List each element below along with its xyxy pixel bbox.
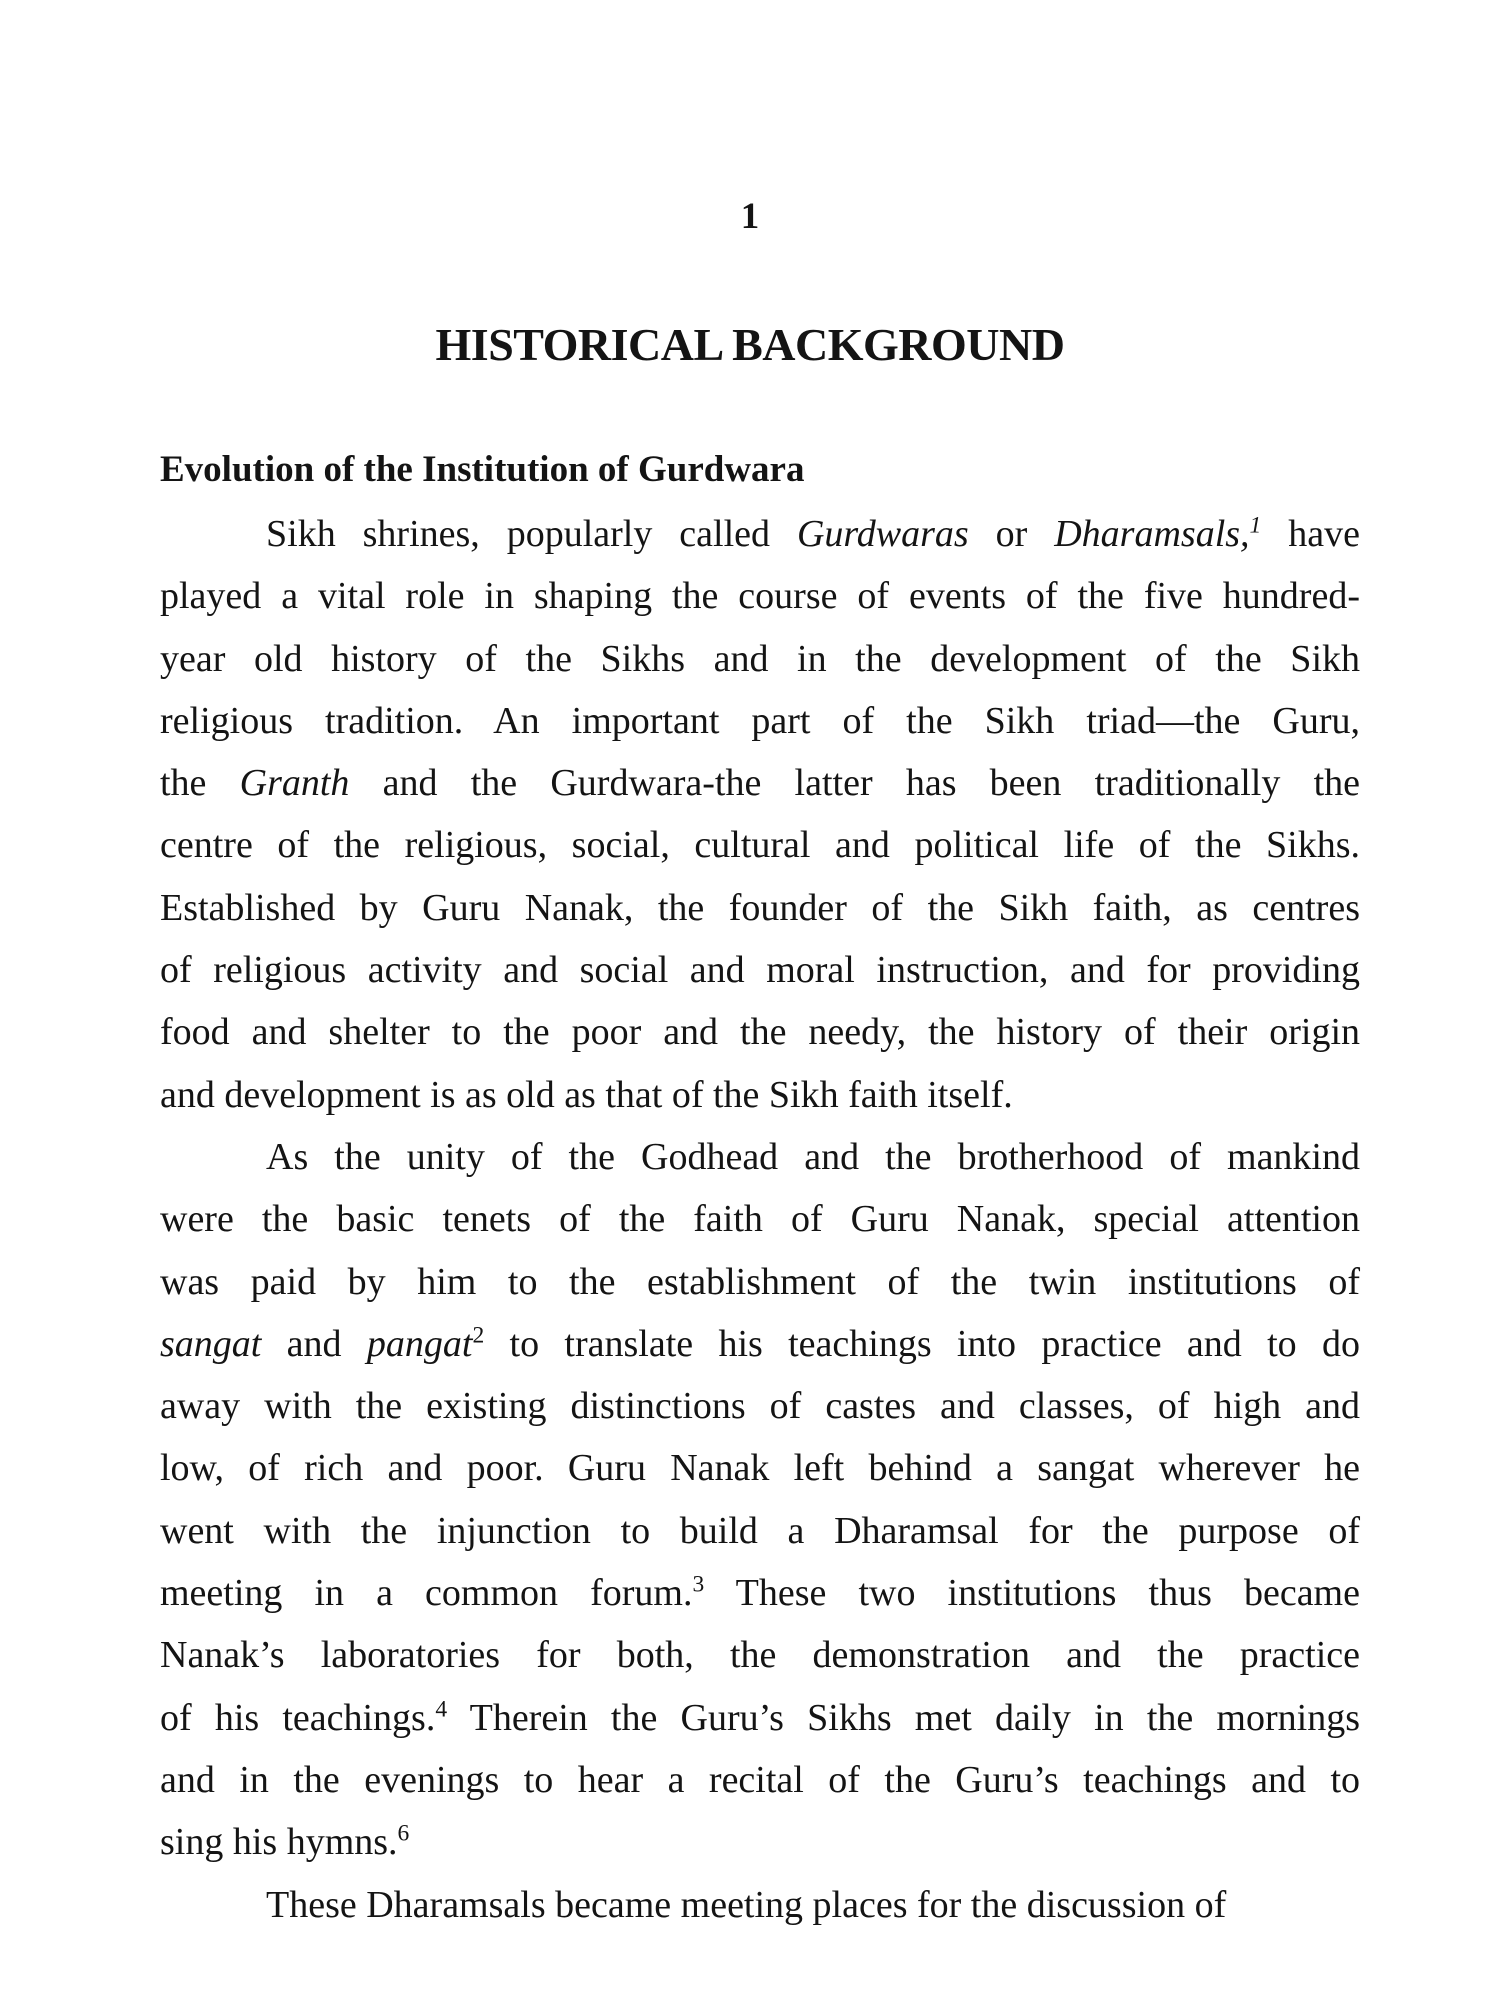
chapter-number: 1 — [740, 196, 760, 237]
italic-text: Gurdwaras — [796, 513, 969, 555]
text-line — [160, 1064, 1360, 1126]
text-line — [160, 814, 1360, 876]
text-run: Established by Guru Nanak, the founder of the Sikh faith, as centres — [160, 886, 1360, 929]
text-line — [160, 1001, 1360, 1063]
text-run: away with the existing distinctions of castes and classes, of high and — [160, 1385, 1360, 1428]
text-run: of religious activity and social and moral instruction, and for providing — [160, 949, 1360, 992]
text-run: Nanak’s laboratories for both, the demonstration and the practice — [160, 1634, 1360, 1677]
text-run: was paid by him to the establishment of the twin institutions of — [160, 1260, 1360, 1303]
italic-text: sangat — [160, 1322, 262, 1365]
text-run: low, of rich and poor. Guru Nanak left behind a sangat wherever he — [160, 1447, 1360, 1490]
text-run: played a vital role in shaping the course of events of the five hundred- — [160, 575, 1360, 618]
chapter-title: HISTORICAL BACKGROUND — [435, 319, 1065, 370]
text-run: and development is as old as that of the Sikh faith itself. — [160, 1073, 1013, 1116]
text-line — [160, 1500, 1360, 1562]
text-run: centre of the religious, social, cultural and political life of the Sikhs. — [160, 824, 1360, 867]
text-line — [160, 877, 1360, 939]
footnote-marker: 2 — [472, 1322, 485, 1349]
text-line — [160, 1749, 1360, 1811]
footnote-marker: 6 — [397, 1820, 410, 1847]
text-line — [160, 1811, 1360, 1873]
text-line — [160, 1874, 1360, 1936]
text-line — [160, 1624, 1360, 1686]
text-line — [160, 1437, 1360, 1499]
text-run: Sikh shrines, popularly called — [266, 513, 797, 555]
text-run: and in the evenings to hear a recital of the Guru’s teachings and to — [160, 1758, 1360, 1801]
text-run: meeting in a common forum. — [160, 1572, 693, 1615]
text-line — [160, 628, 1360, 690]
italic-text: Granth — [239, 762, 350, 805]
text-run: or — [968, 513, 1055, 555]
paragraph — [160, 503, 1360, 1126]
text-run: sing his hymns. — [160, 1821, 398, 1864]
text-line — [160, 503, 1360, 565]
text-line — [160, 752, 1360, 814]
text-line — [160, 1188, 1360, 1250]
text-run: and — [261, 1322, 367, 1365]
italic-text: pangat — [366, 1322, 473, 1365]
text-run: of his teachings. — [160, 1696, 436, 1739]
text-line — [160, 565, 1360, 627]
section-heading: Evolution of the Institution of Gurdwara — [160, 449, 805, 490]
body-text — [160, 503, 1360, 1936]
text-run: year old history of the Sikhs and in the development of the Sikh — [160, 637, 1360, 680]
text-run: were the basic tenets of the faith of Guru Nanak, special attention — [160, 1198, 1360, 1241]
text-run: religious tradition. An important part of the Sikh triad—the Guru, — [160, 699, 1360, 742]
italic-text: Dharamsals, — [1054, 513, 1250, 555]
paragraph — [160, 1126, 1360, 1874]
text-line — [160, 690, 1360, 752]
footnote-marker: 3 — [692, 1571, 705, 1598]
paragraph — [160, 1874, 1360, 1936]
text-run: the — [160, 762, 240, 805]
text-line — [160, 1687, 1360, 1749]
text-run: and the Gurdwara-the latter has been traditionally the — [349, 762, 1360, 805]
text-run: to translate his teachings into practice and to do — [484, 1322, 1360, 1365]
text-run: food and shelter to the poor and the needy, the history of their origin — [160, 1011, 1360, 1054]
text-line — [160, 939, 1360, 1001]
text-line — [160, 1375, 1360, 1437]
text-line — [160, 1313, 1360, 1375]
text-run: These two institutions thus became — [704, 1572, 1360, 1615]
text-line — [160, 1251, 1360, 1313]
text-run: have — [1261, 513, 1360, 555]
text-run: These Dharamsals became meeting places for the discussion of — [266, 1883, 1227, 1926]
text-run: Therein the Guru’s Sikhs met daily in the mornings — [447, 1696, 1360, 1739]
footnote-marker: 4 — [435, 1695, 448, 1722]
footnote-marker: 1 — [1249, 512, 1262, 539]
text-line — [160, 1126, 1360, 1188]
text-run: went with the injunction to build a Dharamsal for the purpose of — [160, 1509, 1360, 1552]
text-run: As the unity of the Godhead and the brotherhood of mankind — [266, 1135, 1360, 1178]
text-line — [160, 1562, 1360, 1624]
